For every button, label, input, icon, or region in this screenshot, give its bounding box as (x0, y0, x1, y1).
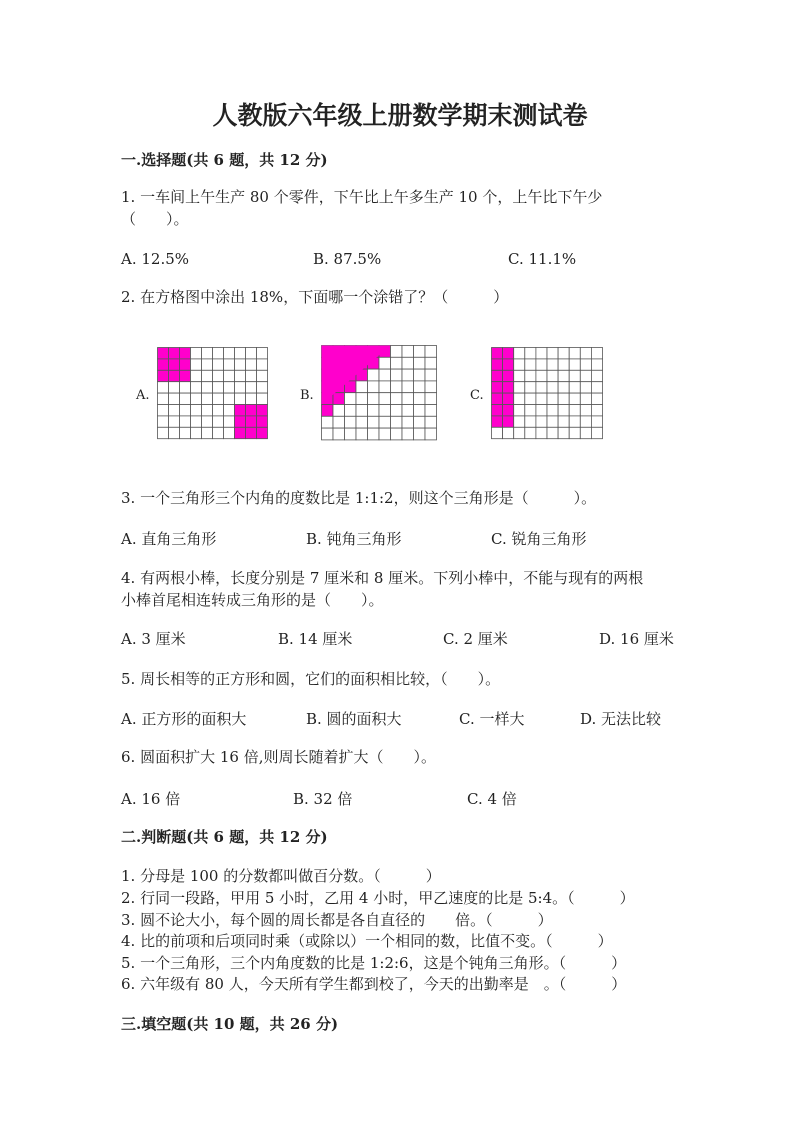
grid-cell (322, 416, 334, 428)
grid-cell (558, 393, 569, 404)
grid-cell (191, 405, 202, 416)
grid-cell (525, 348, 536, 359)
grid-cell (213, 348, 224, 359)
grid-cell (414, 428, 426, 440)
q2-grid-a[interactable] (157, 347, 269, 440)
grid-cell (202, 405, 213, 416)
grid-cell (391, 369, 403, 381)
grid-cell (158, 359, 169, 370)
grid-cell (402, 369, 414, 381)
grid-cell (368, 416, 380, 428)
grid-cell (213, 427, 224, 438)
grid-cell (246, 370, 257, 381)
grid-cell (492, 359, 503, 370)
grid-cell (224, 382, 235, 393)
q4-option-c[interactable]: C. 2 厘米 (443, 630, 508, 648)
q2-text: 2. 在方格图中涂出 18%，下面哪一个涂错了？（ ） (121, 288, 509, 306)
grid-cell (402, 405, 414, 417)
grid-cell (525, 370, 536, 381)
grid-cell (569, 370, 580, 381)
grid-cell (379, 428, 391, 440)
grid-cell (391, 346, 403, 358)
grid-cell (425, 346, 437, 358)
grid-cell (224, 393, 235, 404)
grid-cell (514, 427, 525, 438)
grid-cell (158, 405, 169, 416)
grid-cell (425, 416, 437, 428)
grid-cell (391, 428, 403, 440)
grid-cell (580, 382, 591, 393)
q4-option-a[interactable]: A. 3 厘米 (121, 630, 186, 648)
grid-cell (345, 428, 357, 440)
grid-cell (257, 370, 268, 381)
grid-cell (213, 393, 224, 404)
q2-grid-b[interactable] (321, 345, 438, 441)
grid-cell (235, 359, 246, 370)
grid-cell (169, 348, 180, 359)
grid-cell (257, 359, 268, 370)
grid-cell (345, 393, 357, 405)
grid-cell (202, 348, 213, 359)
section-choice-heading: 一.选择题(共 6 题，共 12 分) (121, 151, 328, 169)
grid-cell (202, 393, 213, 404)
grid-cell (235, 427, 246, 438)
grid-cell (235, 405, 246, 416)
judge-item-4[interactable]: 4. 比的前项和后项同时乘（或除以）一个相同的数，比值不变。（ ） (121, 932, 613, 950)
q6-text: 6. 圆面积扩大 16 倍,则周长随着扩大（ ）。 (121, 748, 436, 766)
grid-cell (202, 382, 213, 393)
grid-cell (356, 381, 368, 393)
grid-cell (202, 416, 213, 427)
grid-cell (547, 405, 558, 416)
grid-cell (591, 370, 602, 381)
grid-cell (202, 370, 213, 381)
grid-cell (503, 370, 514, 381)
grid-cell (547, 393, 558, 404)
grid-cell (402, 393, 414, 405)
grid-cell (558, 348, 569, 359)
grid-cell (158, 416, 169, 427)
grid-cell (569, 393, 580, 404)
grid-cell (547, 427, 558, 438)
grid-cell (536, 393, 547, 404)
grid-cell (213, 405, 224, 416)
grid-cell (235, 348, 246, 359)
grid-cell (514, 382, 525, 393)
grid-cell (322, 405, 334, 417)
grid-cell (191, 427, 202, 438)
grid-cell (235, 393, 246, 404)
q5-text: 5. 周长相等的正方形和圆，它们的面积相比较，（ ）。 (121, 670, 501, 688)
grid-cell (414, 393, 426, 405)
grid-cell (536, 416, 547, 427)
q2-grid-c[interactable] (491, 347, 604, 440)
grid-cell (425, 393, 437, 405)
grid-cell (591, 427, 602, 438)
grid-cell (213, 359, 224, 370)
grid-cell (425, 369, 437, 381)
q1-option-a[interactable]: A. 12.5% (121, 250, 190, 268)
grid-cell (503, 393, 514, 404)
grid-cell (591, 416, 602, 427)
grid-cell (414, 346, 426, 358)
grid-cell (591, 393, 602, 404)
grid-cell (158, 370, 169, 381)
grid-cell (379, 416, 391, 428)
q3-option-a[interactable]: A. 直角三角形 (121, 530, 217, 548)
grid-cell (514, 348, 525, 359)
q4-option-d[interactable]: D. 16 厘米 (599, 630, 674, 648)
grid-cell (333, 416, 345, 428)
q4-text-line1: 4. 有两根小棒，长度分别是 7 厘米和 8 厘米。下列小棒中，不能与现有的两根 (121, 569, 644, 587)
page-title: 人教版六年级上册数学期末测试卷 (212, 101, 588, 130)
grid-cell (580, 359, 591, 370)
grid-cell (536, 427, 547, 438)
q1-option-b[interactable]: B. 87.5% (313, 250, 382, 268)
grid-cell (379, 381, 391, 393)
grid-cell (525, 393, 536, 404)
judge-item-6[interactable]: 6. 六年级有 80 人，今天所有学生都到校了，今天的出勤率是 。（ ） (121, 975, 627, 993)
grid-cell (333, 405, 345, 417)
grid-cell (224, 359, 235, 370)
grid-cell (525, 359, 536, 370)
grid-cell (569, 348, 580, 359)
grid-cell (356, 393, 368, 405)
grid-cell (425, 405, 437, 417)
grid-cell (379, 405, 391, 417)
grid-cell (356, 405, 368, 417)
grid-cell (391, 416, 403, 428)
grid-cell (180, 382, 191, 393)
grid-cell (414, 405, 426, 417)
grid-cell (224, 348, 235, 359)
judge-item-2[interactable]: 2. 行同一段路，甲用 5 小时，乙用 4 小时，甲乙速度的比是 5:4。（ ） (121, 889, 635, 907)
grid-cell (402, 357, 414, 369)
grid-cell (569, 427, 580, 438)
grid-cell (322, 428, 334, 440)
grid-cell (402, 381, 414, 393)
grid-cell (191, 370, 202, 381)
grid-cell (333, 393, 345, 405)
grid-cell (158, 427, 169, 438)
grid-cell (191, 382, 202, 393)
grid-cell (180, 348, 191, 359)
judge-item-1[interactable]: 1. 分母是 100 的分数都叫做百分数。（ ） (121, 867, 441, 885)
q4-option-b[interactable]: B. 14 厘米 (278, 630, 353, 648)
section-fill-heading: 三.填空题(共 10 题，共 26 分) (121, 1015, 339, 1033)
grid-cell (191, 393, 202, 404)
grid-cell (591, 348, 602, 359)
grid-cell (368, 428, 380, 440)
q4-text-line2: 小棒首尾相连转成三角形的是（ ）。 (121, 591, 384, 609)
grid-cell (514, 370, 525, 381)
grid-cell (525, 382, 536, 393)
grid-cell (503, 348, 514, 359)
grid-cell (257, 405, 268, 416)
grid-cell (169, 416, 180, 427)
grid-cell (514, 416, 525, 427)
grid-cell (246, 382, 257, 393)
q5-option-a[interactable]: A. 正方形的面积大 (121, 710, 247, 728)
q1-text-line2: （ ）。 (121, 210, 189, 228)
grid-cell (492, 416, 503, 427)
grid-cell (536, 405, 547, 416)
grid-cell (547, 359, 558, 370)
grid-cell (558, 405, 569, 416)
grid-cell (180, 370, 191, 381)
grid-cell (414, 416, 426, 428)
grid-cell (402, 346, 414, 358)
grid-cell (246, 427, 257, 438)
q5-option-d[interactable]: D. 无法比较 (580, 710, 662, 728)
section-judge-heading: 二.判断题(共 6 题，共 12 分) (121, 828, 328, 846)
q6-option-b[interactable]: B. 32 倍 (293, 790, 353, 808)
grid-cell (547, 348, 558, 359)
grid-cell (525, 416, 536, 427)
grid-cell (158, 393, 169, 404)
grid-cell (213, 370, 224, 381)
grid-cell (492, 427, 503, 438)
grid-cell (379, 393, 391, 405)
grid-cell (224, 405, 235, 416)
grid-cell (492, 382, 503, 393)
grid-cell (525, 405, 536, 416)
grid-cell (492, 370, 503, 381)
grid-cell (414, 369, 426, 381)
grid-cell (356, 428, 368, 440)
grid-cell (558, 427, 569, 438)
grid-cell (591, 359, 602, 370)
grid-cell (402, 416, 414, 428)
grid-cell (180, 405, 191, 416)
grid-cell (547, 382, 558, 393)
grid-cell (180, 393, 191, 404)
grid-cell (246, 359, 257, 370)
grid-cell (191, 359, 202, 370)
grid-cell (558, 359, 569, 370)
grid-cell (191, 348, 202, 359)
q3-option-c[interactable]: C. 锐角三角形 (491, 530, 587, 548)
grid-cell (569, 405, 580, 416)
grid-cell (235, 382, 246, 393)
grid-cell (580, 405, 591, 416)
grid-cell (368, 405, 380, 417)
grid-cell (158, 348, 169, 359)
grid-cell (414, 357, 426, 369)
grid-cell (213, 416, 224, 427)
grid-cell (580, 370, 591, 381)
grid-cell (257, 393, 268, 404)
grid-cell (257, 348, 268, 359)
grid-cell (191, 416, 202, 427)
grid-cell (213, 382, 224, 393)
grid-cell (257, 382, 268, 393)
grid-cell (425, 357, 437, 369)
judge-item-3[interactable]: 3. 圆不论大小，每个圆的周长都是各自直径的 倍。（ ） (121, 911, 553, 929)
grid-cell (580, 348, 591, 359)
grid-cell (379, 357, 391, 369)
grid-cell (345, 405, 357, 417)
grid-cell (503, 427, 514, 438)
grid-cell (224, 370, 235, 381)
grid-cell (180, 416, 191, 427)
grid-cell (536, 348, 547, 359)
grid-cell (246, 393, 257, 404)
grid-cell (169, 393, 180, 404)
grid-cell (246, 348, 257, 359)
grid-cell (391, 405, 403, 417)
grid-cell (356, 416, 368, 428)
q2-option-a-label[interactable]: A. (136, 388, 150, 403)
grid-cell (514, 359, 525, 370)
grid-cell (558, 370, 569, 381)
grid-cell (580, 393, 591, 404)
grid-cell (333, 428, 345, 440)
grid-cell (591, 382, 602, 393)
grid-cell (180, 359, 191, 370)
grid-cell (503, 359, 514, 370)
grid-cell (525, 427, 536, 438)
grid-cell (169, 370, 180, 381)
grid-cell (503, 382, 514, 393)
grid-cell (492, 393, 503, 404)
grid-cell (547, 370, 558, 381)
grid-cell (569, 416, 580, 427)
grid-cell (558, 382, 569, 393)
q6-option-a[interactable]: A. 16 倍 (121, 790, 181, 808)
grid-cell (257, 427, 268, 438)
grid-cell (202, 427, 213, 438)
grid-cell (246, 416, 257, 427)
grid-cell (547, 416, 558, 427)
grid-cell (224, 427, 235, 438)
grid-cell (202, 359, 213, 370)
grid-cell (492, 405, 503, 416)
grid-cell (379, 369, 391, 381)
grid-cell (368, 369, 380, 381)
grid-cell (169, 359, 180, 370)
grid-cell (246, 405, 257, 416)
grid-cell (414, 381, 426, 393)
grid-cell (514, 405, 525, 416)
grid-cell (169, 405, 180, 416)
grid-cell (257, 416, 268, 427)
grid-cell (169, 382, 180, 393)
grid-cell (558, 416, 569, 427)
grid-cell (503, 405, 514, 416)
grid-cell (391, 381, 403, 393)
grid-cell (536, 382, 547, 393)
grid-cell (514, 393, 525, 404)
grid-cell (425, 381, 437, 393)
q3-text: 3. 一个三角形三个内角的度数比是 1:1:2，则这个三角形是（ ）。 (121, 489, 597, 507)
grid-cell (180, 427, 191, 438)
grid-cell (158, 382, 169, 393)
q6-option-c[interactable]: C. 4 倍 (467, 790, 517, 808)
q1-option-c[interactable]: C. 11.1% (508, 250, 577, 268)
q1-text-line1: 1. 一车间上午生产 80 个零件，下午比上午多生产 10 个，上午比下午少 (121, 188, 603, 206)
grid-cell (235, 416, 246, 427)
grid-cell (569, 382, 580, 393)
grid-cell (391, 393, 403, 405)
grid-cell (368, 381, 380, 393)
grid-cell (224, 416, 235, 427)
q3-option-b[interactable]: B. 钝角三角形 (306, 530, 402, 548)
grid-cell (580, 427, 591, 438)
grid-cell (391, 357, 403, 369)
grid-cell (169, 427, 180, 438)
q5-option-c[interactable]: C. 一样大 (459, 710, 525, 728)
grid-cell (536, 370, 547, 381)
grid-cell (345, 416, 357, 428)
grid-cell (425, 428, 437, 440)
grid-cell (492, 348, 503, 359)
grid-cell (569, 359, 580, 370)
grid-cell (591, 405, 602, 416)
judge-item-5[interactable]: 5. 一个三角形，三个内角度数的比是 1:2:6，这是个钝角三角形。（ ） (121, 954, 627, 972)
q2-option-b-label[interactable]: B. (300, 388, 314, 403)
q2-option-c-label[interactable]: C. (470, 388, 484, 403)
grid-cell (402, 428, 414, 440)
grid-cell (536, 359, 547, 370)
grid-cell (235, 370, 246, 381)
grid-cell (503, 416, 514, 427)
grid-cell (368, 393, 380, 405)
grid-cell (580, 416, 591, 427)
q5-option-b[interactable]: B. 圆的面积大 (306, 710, 402, 728)
